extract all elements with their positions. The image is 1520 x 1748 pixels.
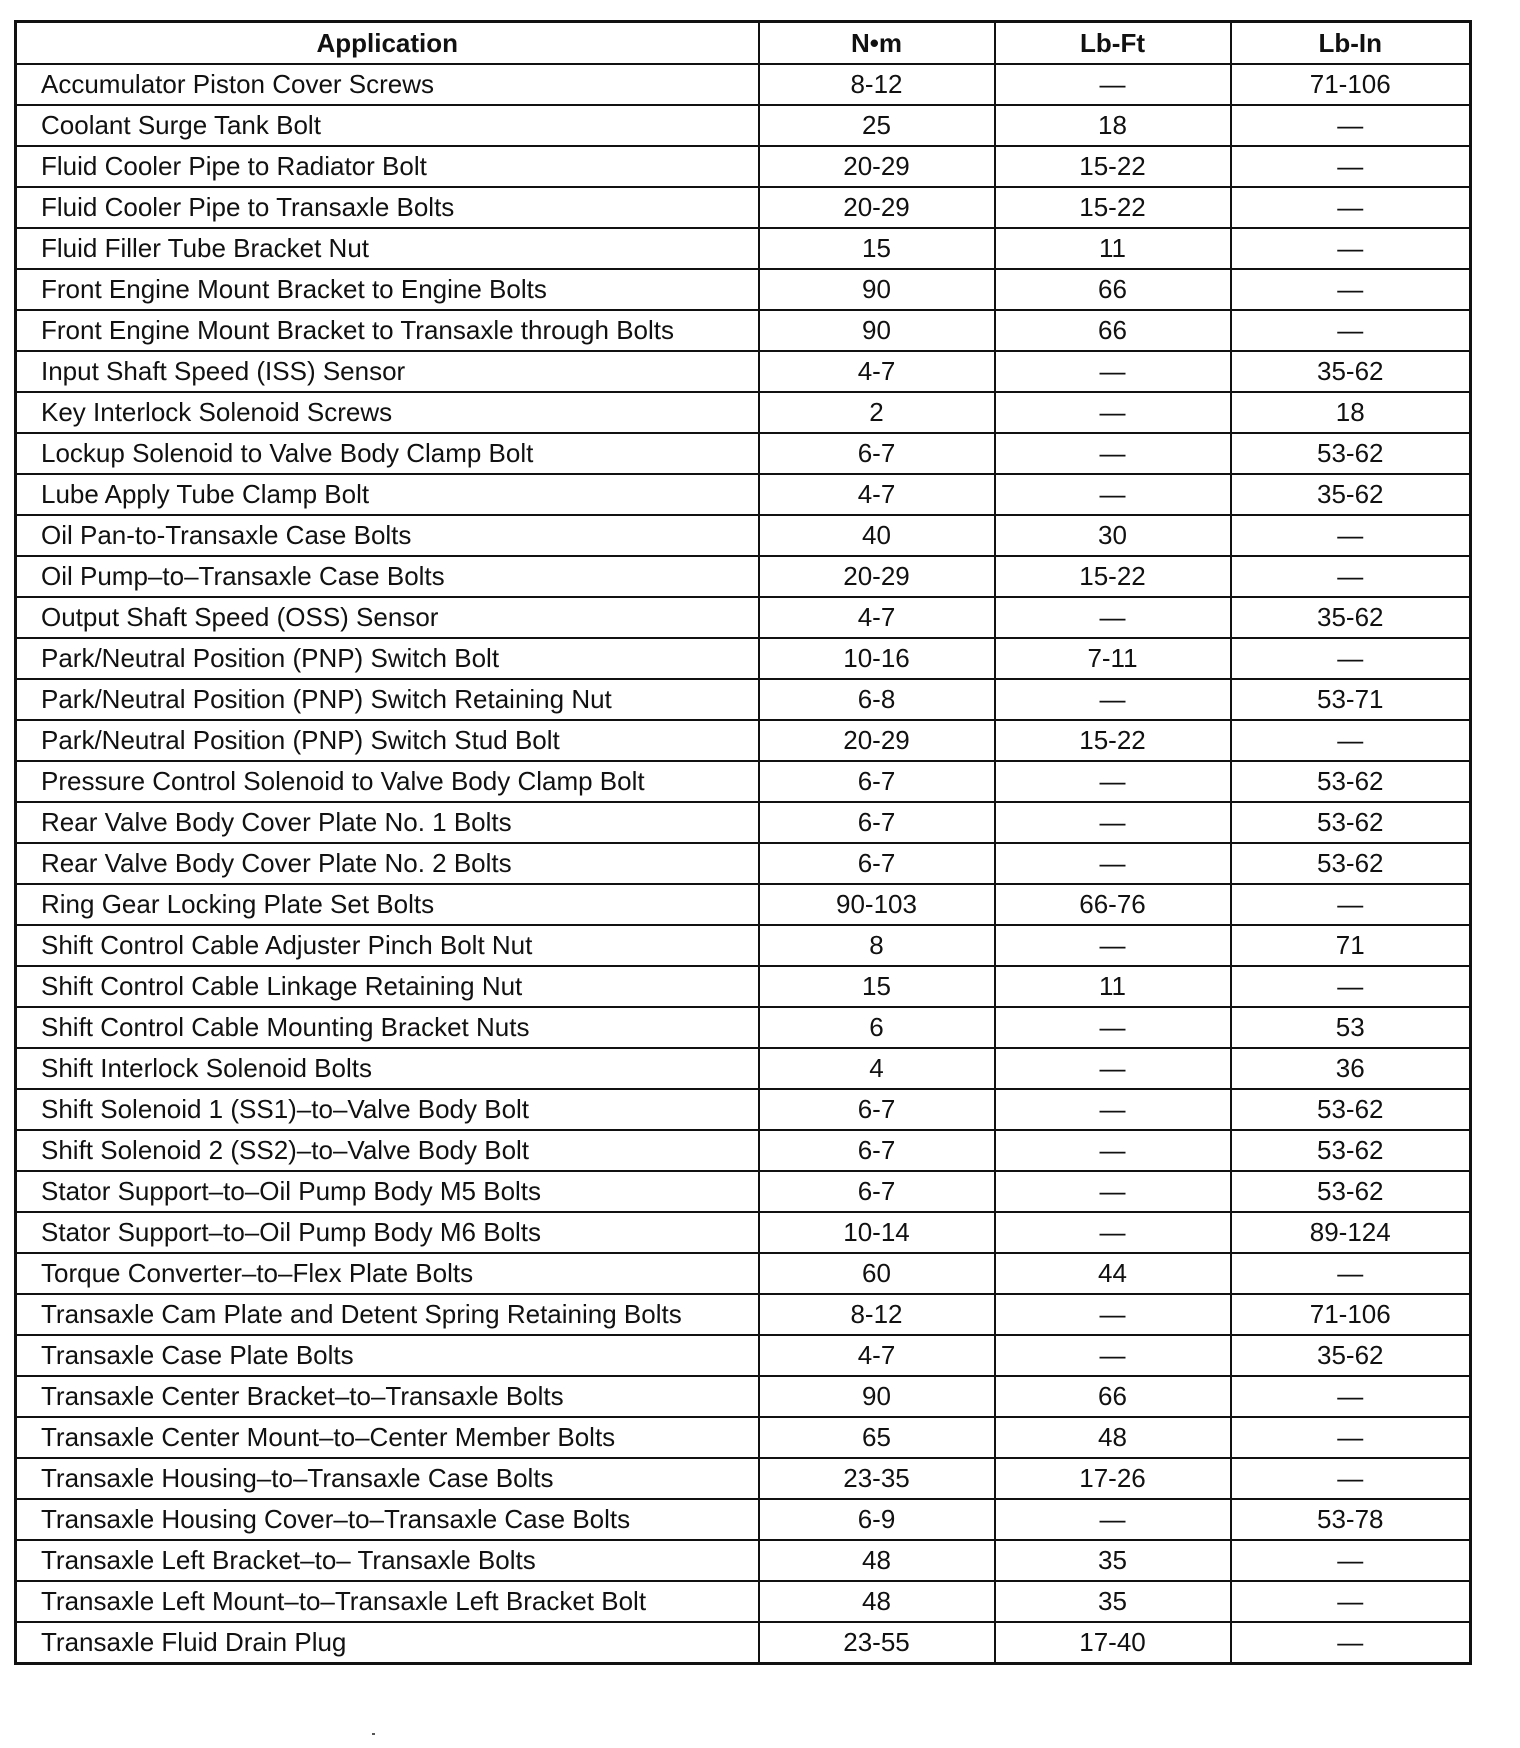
- lbft-cell: —: [995, 351, 1231, 392]
- nm-cell: 65: [759, 1417, 995, 1458]
- application-cell: Transaxle Fluid Drain Plug: [16, 1622, 759, 1664]
- lbin-cell: 53-62: [1231, 1130, 1471, 1171]
- nm-cell: 15: [759, 228, 995, 269]
- lbft-cell: 66: [995, 1376, 1231, 1417]
- lbft-cell: 66: [995, 310, 1231, 351]
- table-row: [16, 1048, 1471, 1089]
- table-row: [16, 925, 1471, 966]
- nm-cell: 6-7: [759, 1130, 995, 1171]
- lbft-cell: 11: [995, 228, 1231, 269]
- lbft-cell: 66: [995, 269, 1231, 310]
- lbft-cell: —: [995, 1007, 1231, 1048]
- lbft-cell: 48: [995, 1417, 1231, 1458]
- lbin-cell: —: [1231, 1540, 1471, 1581]
- table-row: [16, 1253, 1471, 1294]
- table-row: [16, 638, 1471, 679]
- nm-cell: 6-7: [759, 761, 995, 802]
- lbin-cell: 71: [1231, 925, 1471, 966]
- application-cell: Rear Valve Body Cover Plate No. 1 Bolts: [16, 802, 759, 843]
- application-cell: Shift Control Cable Adjuster Pinch Bolt Nut: [16, 925, 759, 966]
- header-row: [16, 22, 1471, 65]
- nm-cell: 10-16: [759, 638, 995, 679]
- table-row: [16, 1622, 1471, 1664]
- table-row: [16, 1581, 1471, 1622]
- nm-cell: 6-9: [759, 1499, 995, 1540]
- header-application: Application: [16, 22, 759, 65]
- nm-cell: 4-7: [759, 474, 995, 515]
- lbft-cell: 15-22: [995, 720, 1231, 761]
- application-cell: Shift Interlock Solenoid Bolts: [16, 1048, 759, 1089]
- application-cell: Lockup Solenoid to Valve Body Clamp Bolt: [16, 433, 759, 474]
- nm-cell: 48: [759, 1540, 995, 1581]
- nm-cell: 6-7: [759, 802, 995, 843]
- table-row: [16, 843, 1471, 884]
- application-cell: Fluid Cooler Pipe to Transaxle Bolts: [16, 187, 759, 228]
- nm-cell: 8: [759, 925, 995, 966]
- table-row: [16, 1171, 1471, 1212]
- table-row: [16, 433, 1471, 474]
- table-row: [16, 884, 1471, 925]
- lbin-cell: 36: [1231, 1048, 1471, 1089]
- lbin-cell: 35-62: [1231, 474, 1471, 515]
- lbft-cell: 15-22: [995, 556, 1231, 597]
- nm-cell: 60: [759, 1253, 995, 1294]
- table-row: [16, 1458, 1471, 1499]
- table-row: [16, 720, 1471, 761]
- lbft-cell: 11: [995, 966, 1231, 1007]
- nm-cell: 8-12: [759, 1294, 995, 1335]
- application-cell: Torque Converter–to–Flex Plate Bolts: [16, 1253, 759, 1294]
- lbin-cell: 71-106: [1231, 64, 1471, 105]
- lbft-cell: 17-40: [995, 1622, 1231, 1664]
- lbin-cell: —: [1231, 966, 1471, 1007]
- lbin-cell: —: [1231, 105, 1471, 146]
- table-row: [16, 351, 1471, 392]
- lbin-cell: —: [1231, 310, 1471, 351]
- lbin-cell: —: [1231, 1581, 1471, 1622]
- header-pound-feet: Lb-Ft: [995, 22, 1231, 65]
- lbft-cell: —: [995, 1212, 1231, 1253]
- application-cell: Pressure Control Solenoid to Valve Body Clamp Bolt: [16, 761, 759, 802]
- lbft-cell: —: [995, 1048, 1231, 1089]
- lbft-cell: —: [995, 1335, 1231, 1376]
- application-cell: Transaxle Left Mount–to–Transaxle Left Bracket Bolt: [16, 1581, 759, 1622]
- table-row: [16, 146, 1471, 187]
- lbft-cell: 17-26: [995, 1458, 1231, 1499]
- application-cell: Transaxle Left Bracket–to– Transaxle Bolts: [16, 1540, 759, 1581]
- lbft-cell: 30: [995, 515, 1231, 556]
- application-cell: Shift Solenoid 1 (SS1)–to–Valve Body Bolt: [16, 1089, 759, 1130]
- application-cell: Stator Support–to–Oil Pump Body M6 Bolts: [16, 1212, 759, 1253]
- lbft-cell: 44: [995, 1253, 1231, 1294]
- table-row: [16, 310, 1471, 351]
- table-row: [16, 392, 1471, 433]
- lbft-cell: —: [995, 433, 1231, 474]
- lbin-cell: —: [1231, 228, 1471, 269]
- lbin-cell: —: [1231, 720, 1471, 761]
- nm-cell: 6-8: [759, 679, 995, 720]
- table-row: [16, 1130, 1471, 1171]
- lbin-cell: —: [1231, 1622, 1471, 1664]
- lbin-cell: 18: [1231, 392, 1471, 433]
- lbin-cell: —: [1231, 187, 1471, 228]
- lbin-cell: 53-78: [1231, 1499, 1471, 1540]
- nm-cell: 15: [759, 966, 995, 1007]
- lbft-cell: 35: [995, 1540, 1231, 1581]
- nm-cell: 4: [759, 1048, 995, 1089]
- lbin-cell: 35-62: [1231, 1335, 1471, 1376]
- lbft-cell: 35: [995, 1581, 1231, 1622]
- lbin-cell: —: [1231, 1458, 1471, 1499]
- lbin-cell: —: [1231, 638, 1471, 679]
- lbin-cell: 53-62: [1231, 433, 1471, 474]
- nm-cell: 20-29: [759, 187, 995, 228]
- table-header: [16, 22, 1471, 65]
- application-cell: Shift Control Cable Mounting Bracket Nuts: [16, 1007, 759, 1048]
- lbft-cell: 15-22: [995, 187, 1231, 228]
- nm-cell: 23-55: [759, 1622, 995, 1664]
- lbin-cell: 35-62: [1231, 597, 1471, 638]
- scan-speck: [372, 1733, 375, 1735]
- lbin-cell: —: [1231, 1376, 1471, 1417]
- lbin-cell: —: [1231, 146, 1471, 187]
- lbin-cell: 89-124: [1231, 1212, 1471, 1253]
- application-cell: Transaxle Center Bracket–to–Transaxle Bolts: [16, 1376, 759, 1417]
- lbft-cell: —: [995, 843, 1231, 884]
- lbin-cell: 53: [1231, 1007, 1471, 1048]
- lbin-cell: 53-62: [1231, 843, 1471, 884]
- lbin-cell: 53-62: [1231, 1171, 1471, 1212]
- nm-cell: 90: [759, 269, 995, 310]
- lbin-cell: —: [1231, 1253, 1471, 1294]
- application-cell: Lube Apply Tube Clamp Bolt: [16, 474, 759, 515]
- lbin-cell: 53-62: [1231, 761, 1471, 802]
- table-row: [16, 597, 1471, 638]
- nm-cell: 4-7: [759, 351, 995, 392]
- table-row: [16, 1335, 1471, 1376]
- header-pound-inches: Lb-In: [1231, 22, 1471, 65]
- application-cell: Oil Pump–to–Transaxle Case Bolts: [16, 556, 759, 597]
- application-cell: Ring Gear Locking Plate Set Bolts: [16, 884, 759, 925]
- application-cell: Transaxle Center Mount–to–Center Member Bolts: [16, 1417, 759, 1458]
- table-row: [16, 269, 1471, 310]
- application-cell: Output Shaft Speed (OSS) Sensor: [16, 597, 759, 638]
- nm-cell: 4-7: [759, 597, 995, 638]
- lbin-cell: —: [1231, 269, 1471, 310]
- nm-cell: 23-35: [759, 1458, 995, 1499]
- lbin-cell: 53-62: [1231, 1089, 1471, 1130]
- lbft-cell: —: [995, 679, 1231, 720]
- lbft-cell: 15-22: [995, 146, 1231, 187]
- application-cell: Transaxle Housing Cover–to–Transaxle Case Bolts: [16, 1499, 759, 1540]
- application-cell: Park/Neutral Position (PNP) Switch Bolt: [16, 638, 759, 679]
- header-newton-meters: N•m: [759, 22, 995, 65]
- nm-cell: 6-7: [759, 433, 995, 474]
- lbft-cell: —: [995, 1499, 1231, 1540]
- table-row: [16, 1089, 1471, 1130]
- table-row: [16, 228, 1471, 269]
- lbin-cell: —: [1231, 556, 1471, 597]
- application-cell: Transaxle Case Plate Bolts: [16, 1335, 759, 1376]
- lbft-cell: —: [995, 1130, 1231, 1171]
- nm-cell: 10-14: [759, 1212, 995, 1253]
- application-cell: Front Engine Mount Bracket to Engine Bolts: [16, 269, 759, 310]
- lbft-cell: —: [995, 392, 1231, 433]
- table-row: [16, 1417, 1471, 1458]
- application-cell: Stator Support–to–Oil Pump Body M5 Bolts: [16, 1171, 759, 1212]
- lbft-cell: —: [995, 1294, 1231, 1335]
- application-cell: Rear Valve Body Cover Plate No. 2 Bolts: [16, 843, 759, 884]
- table-row: [16, 105, 1471, 146]
- table-row: [16, 966, 1471, 1007]
- lbin-cell: —: [1231, 515, 1471, 556]
- nm-cell: 25: [759, 105, 995, 146]
- nm-cell: 6-7: [759, 1171, 995, 1212]
- application-cell: Front Engine Mount Bracket to Transaxle through Bolts: [16, 310, 759, 351]
- nm-cell: 4-7: [759, 1335, 995, 1376]
- nm-cell: 6-7: [759, 843, 995, 884]
- lbft-cell: —: [995, 597, 1231, 638]
- lbft-cell: 18: [995, 105, 1231, 146]
- lbft-cell: —: [995, 925, 1231, 966]
- table-row: [16, 556, 1471, 597]
- application-cell: Fluid Cooler Pipe to Radiator Bolt: [16, 146, 759, 187]
- application-cell: Fluid Filler Tube Bracket Nut: [16, 228, 759, 269]
- nm-cell: 90-103: [759, 884, 995, 925]
- table-row: [16, 64, 1471, 105]
- lbin-cell: —: [1231, 884, 1471, 925]
- table-row: [16, 1212, 1471, 1253]
- torque-specifications-table: [14, 20, 1472, 1665]
- lbin-cell: —: [1231, 1417, 1471, 1458]
- table-row: [16, 761, 1471, 802]
- nm-cell: 6-7: [759, 1089, 995, 1130]
- table-row: [16, 1376, 1471, 1417]
- nm-cell: 8-12: [759, 64, 995, 105]
- lbin-cell: 35-62: [1231, 351, 1471, 392]
- application-cell: Shift Solenoid 2 (SS2)–to–Valve Body Bolt: [16, 1130, 759, 1171]
- application-cell: Coolant Surge Tank Bolt: [16, 105, 759, 146]
- nm-cell: 20-29: [759, 146, 995, 187]
- nm-cell: 6: [759, 1007, 995, 1048]
- lbin-cell: 71-106: [1231, 1294, 1471, 1335]
- lbft-cell: —: [995, 474, 1231, 515]
- table-row: [16, 1294, 1471, 1335]
- table-row: [16, 802, 1471, 843]
- lbft-cell: —: [995, 761, 1231, 802]
- table-row: [16, 1007, 1471, 1048]
- lbft-cell: —: [995, 802, 1231, 843]
- lbft-cell: —: [995, 1171, 1231, 1212]
- nm-cell: 90: [759, 310, 995, 351]
- lbft-cell: 7-11: [995, 638, 1231, 679]
- application-cell: Key Interlock Solenoid Screws: [16, 392, 759, 433]
- application-cell: Accumulator Piston Cover Screws: [16, 64, 759, 105]
- table-row: [16, 474, 1471, 515]
- table-row: [16, 1499, 1471, 1540]
- table-row: [16, 187, 1471, 228]
- application-cell: Transaxle Housing–to–Transaxle Case Bolts: [16, 1458, 759, 1499]
- table-body: [16, 64, 1471, 1664]
- lbft-cell: —: [995, 1089, 1231, 1130]
- application-cell: Park/Neutral Position (PNP) Switch Stud Bolt: [16, 720, 759, 761]
- application-cell: Shift Control Cable Linkage Retaining Nut: [16, 966, 759, 1007]
- lbin-cell: 53-62: [1231, 802, 1471, 843]
- lbft-cell: —: [995, 64, 1231, 105]
- table-row: [16, 515, 1471, 556]
- application-cell: Input Shaft Speed (ISS) Sensor: [16, 351, 759, 392]
- nm-cell: 2: [759, 392, 995, 433]
- application-cell: Transaxle Cam Plate and Detent Spring Retaining Bolts: [16, 1294, 759, 1335]
- application-cell: Oil Pan-to-Transaxle Case Bolts: [16, 515, 759, 556]
- application-cell: Park/Neutral Position (PNP) Switch Retaining Nut: [16, 679, 759, 720]
- nm-cell: 20-29: [759, 720, 995, 761]
- lbin-cell: 53-71: [1231, 679, 1471, 720]
- lbft-cell: 66-76: [995, 884, 1231, 925]
- nm-cell: 40: [759, 515, 995, 556]
- nm-cell: 20-29: [759, 556, 995, 597]
- table-row: [16, 1540, 1471, 1581]
- nm-cell: 90: [759, 1376, 995, 1417]
- table-row: [16, 679, 1471, 720]
- nm-cell: 48: [759, 1581, 995, 1622]
